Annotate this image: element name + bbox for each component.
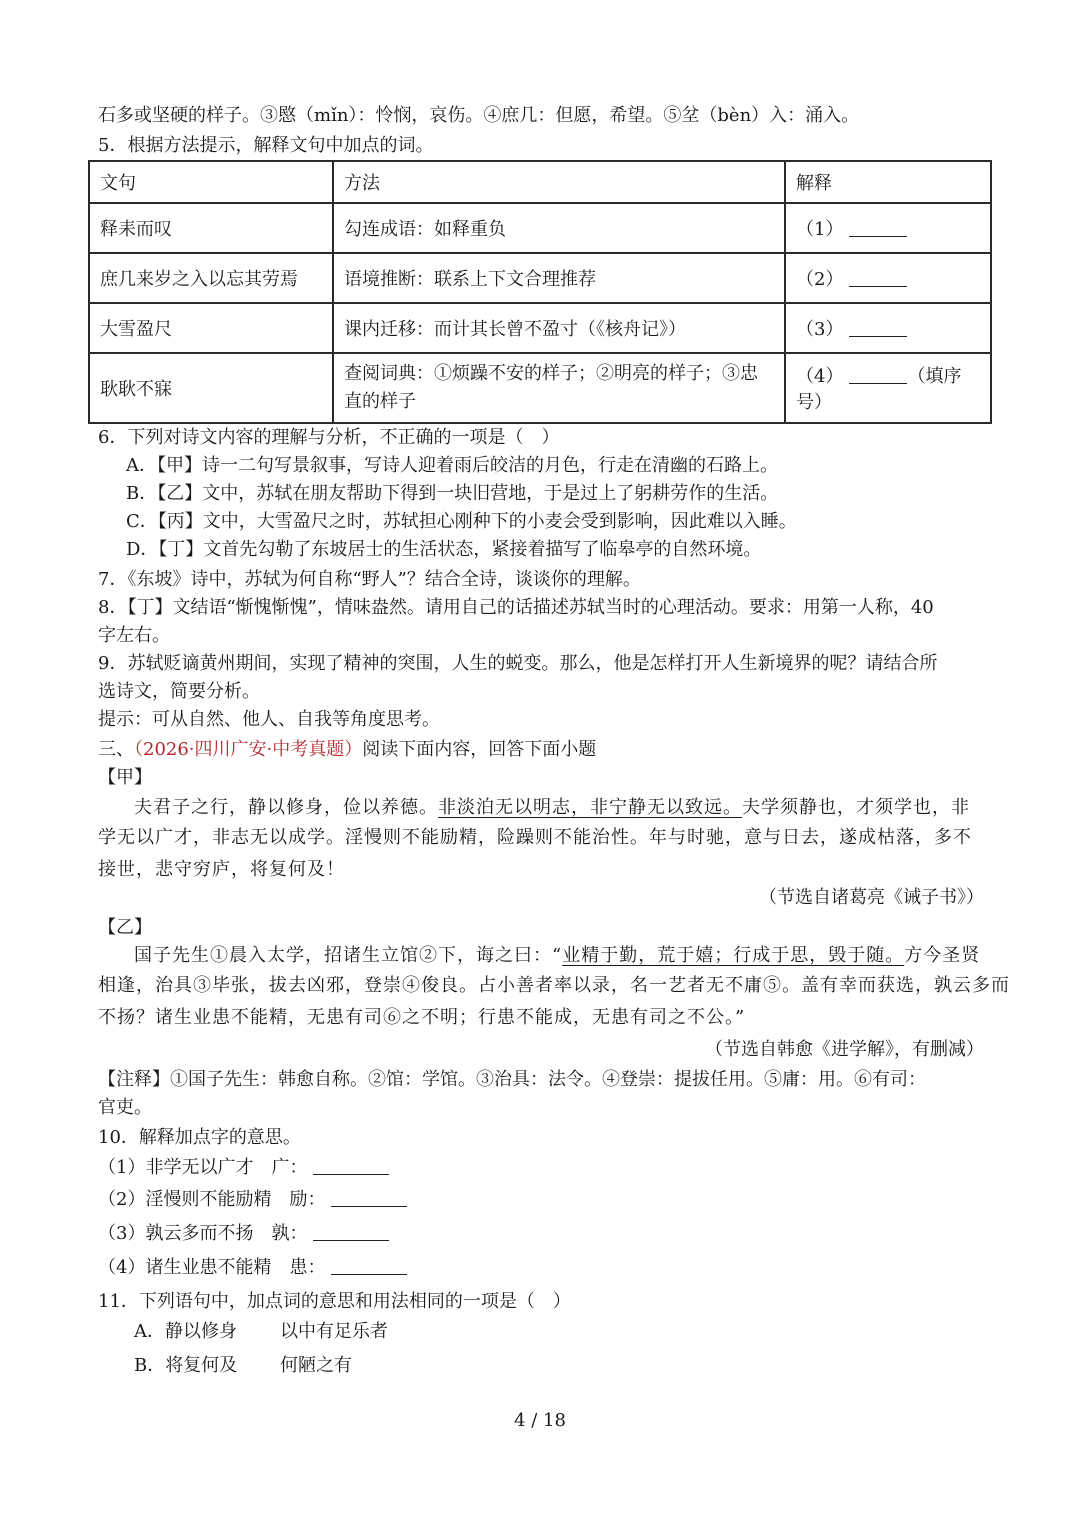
q10-answer-blank[interactable] (313, 1156, 389, 1175)
question-8-line2: 字左右。 (98, 625, 170, 646)
question-6: 6．下列对诗文内容的理解与分析，不正确的一项是（ ） (98, 427, 560, 448)
q10-item-text: （2）淫慢则不能励精 励： (98, 1189, 326, 1210)
exam-source: （2026·四川广安·中考真题） (134, 739, 363, 760)
sentence-cell: 大雪盈尺 (89, 303, 333, 353)
section-number: 三、 (98, 739, 134, 760)
jia-text: 夫学须静也，才须学也，非 (742, 797, 970, 818)
q11-option-a (134, 1318, 984, 1346)
sentence-cell: 释耒而叹 (89, 203, 333, 253)
q11-option-label: B．将复何及 (134, 1355, 238, 1376)
method-cell: 语境推断：联系上下文合理推荐 (333, 253, 785, 303)
answer-blank[interactable] (849, 268, 907, 287)
yi-text: 方今圣贤 (904, 945, 981, 966)
question-7: 7．《东坡》诗中，苏轼为何自称“野人”？结合全诗，谈谈你的理解。 (98, 569, 641, 590)
table-row (89, 203, 991, 253)
option-a: A．【甲】诗一二句写景叙事，写诗人迎着雨后皎洁的月色，行走在清幽的石路上。 (126, 455, 778, 476)
answer-blank[interactable] (849, 218, 907, 237)
q11-option-pair: 以中有足乐者 (280, 1321, 388, 1342)
sentence-cell: 庶几来岁之入以忘其劳焉 (89, 253, 333, 303)
header-answer: 解释 (785, 161, 991, 203)
method-table (88, 160, 992, 424)
q10-item (98, 1154, 984, 1182)
yi-text: 国子先生①晨入太学，招诸生立馆②下，诲之曰：“ (134, 945, 563, 966)
method-cell: 查阅词典：①烦躁不安的样子；②明亮的样子；③忠直的样子 (333, 353, 785, 423)
annotation-continued: 石多或坚硬的样子。③愍（mǐn）：怜悯，哀伤。④庶几：但愿，希望。⑤坌（bèn）入：涌入。 (98, 105, 860, 126)
question-5: 5．根据方法提示，解释文句中加点的词。 (98, 135, 434, 156)
q10-item-text: （4）诸生业患不能精 患： (98, 1257, 326, 1278)
answer-blank[interactable] (849, 365, 907, 384)
yi-line-2: 相逢，治具③毕张，拔去凶邪，登崇④俊良。占小善者率以录，名一艺者无不庸⑤。盖有幸而获选，孰云多而 (98, 975, 1010, 996)
q10-item (98, 1254, 984, 1282)
table-header-row (89, 161, 991, 203)
q11-option-b (134, 1352, 984, 1380)
hint: 提示：可从自然、他人、自我等角度思考。 (98, 709, 440, 730)
option-c: C．【丙】文中，大雪盈尺之时，苏轼担心刚种下的小麦会受到影响，因此难以入睡。 (126, 511, 797, 532)
notes-line-1: 【注释】①国子先生：韩愈自称。②馆：学馆。③治具：法令。④登崇：提拔任用。⑤庸：用。⑥有司： (98, 1069, 926, 1090)
question-9-line2: 选诗文，简要分析。 (98, 681, 260, 702)
question-10: 10．解释加点字的意思。 (98, 1127, 301, 1148)
q10-answer-blank[interactable] (331, 1188, 407, 1207)
section-instruction: 阅读下面内容，回答下面小题 (362, 739, 597, 760)
q10-answer-blank[interactable] (313, 1222, 389, 1241)
q10-answer-blank[interactable] (331, 1256, 407, 1275)
jia-line-1 (134, 794, 984, 822)
table-row (89, 353, 991, 423)
option-d: D．【丁】文首先勾勒了东坡居士的生活状态，紧接着描写了临皋亭的自然环境。 (126, 539, 762, 560)
yi-source: （节选自韩愈《进学解》，有删减） (705, 1039, 984, 1060)
header-method: 方法 (333, 161, 785, 203)
q11-option-label: A．静以修身 (134, 1321, 237, 1342)
table-row (89, 253, 991, 303)
q11-option-pair: 何陋之有 (280, 1355, 352, 1376)
q10-item (98, 1220, 984, 1248)
jia-line-3: 接世，悲守穷庐，将复何及！ (98, 859, 345, 880)
answer-cell (785, 253, 991, 303)
answer-number: （3） (796, 319, 844, 340)
answer-number: （1） (796, 219, 844, 240)
question-8-line1: 8．【丁】文结语“惭愧惭愧”，情味盎然。请用自己的话描述苏轼当时的心理活动。要求：用第一人称，40 (98, 597, 934, 618)
table-row (89, 303, 991, 353)
jia-underlined: 非淡泊无以明志，非宁静无以致远。 (438, 797, 742, 818)
answer-suffix: （填序号） (796, 366, 962, 413)
notes-line-2: 官吏。 (98, 1097, 152, 1118)
method-cell: 勾连成语：如释重负 (333, 203, 785, 253)
q10-item-text: （1）非学无以广才 广： (98, 1157, 308, 1178)
question-11: 11．下列语句中，加点词的意思和用法相同的一项是（ ） (98, 1291, 571, 1312)
answer-cell (785, 353, 991, 423)
method-cell: 课内迁移：而计其长曾不盈寸（《核舟记》） (333, 303, 785, 353)
passage-yi-label: 【乙】 (98, 917, 152, 938)
q10-item-text: （3）孰云多而不扬 孰： (98, 1223, 308, 1244)
answer-cell (785, 203, 991, 253)
answer-blank[interactable] (849, 318, 907, 337)
yi-underlined: 业精于勤，荒于嬉；行成于思，毁于随。 (562, 945, 905, 966)
jia-source: （节选自诸葛亮《诫子书》） (759, 887, 984, 908)
answer-number: （2） (796, 269, 844, 290)
answer-number: （4） (796, 366, 844, 387)
yi-line-3: 不扬？诸生业患不能精，无患有司⑥之不明；行患不能成，无患有司之不公。” (98, 1007, 746, 1028)
jia-text: 夫君子之行，静以修身，俭以养德。 (134, 797, 438, 818)
jia-line-2: 学无以广才，非志无以成学。淫慢则不能励精，险躁则不能治性。年与时驰，意与日去，遂成枯落，多不 (98, 827, 972, 848)
option-b: B．【乙】文中，苏轼在朋友帮助下得到一块旧营地，于是过上了躬耕劳作的生活。 (126, 483, 779, 504)
q10-item (98, 1186, 984, 1214)
question-9-line1: 9．苏轼贬谪黄州期间，实现了精神的突围，人生的蜕变。那么，他是怎样打开人生新境界的呢？请结合所 (98, 653, 938, 674)
section-3-heading (98, 736, 984, 764)
page-number: 4 / 18 (514, 1410, 566, 1431)
answer-cell (785, 303, 991, 353)
header-sentence: 文句 (89, 161, 333, 203)
passage-jia-label: 【甲】 (98, 767, 152, 788)
sentence-cell: 耿耿不寐 (89, 353, 333, 423)
yi-line-1 (134, 942, 984, 970)
